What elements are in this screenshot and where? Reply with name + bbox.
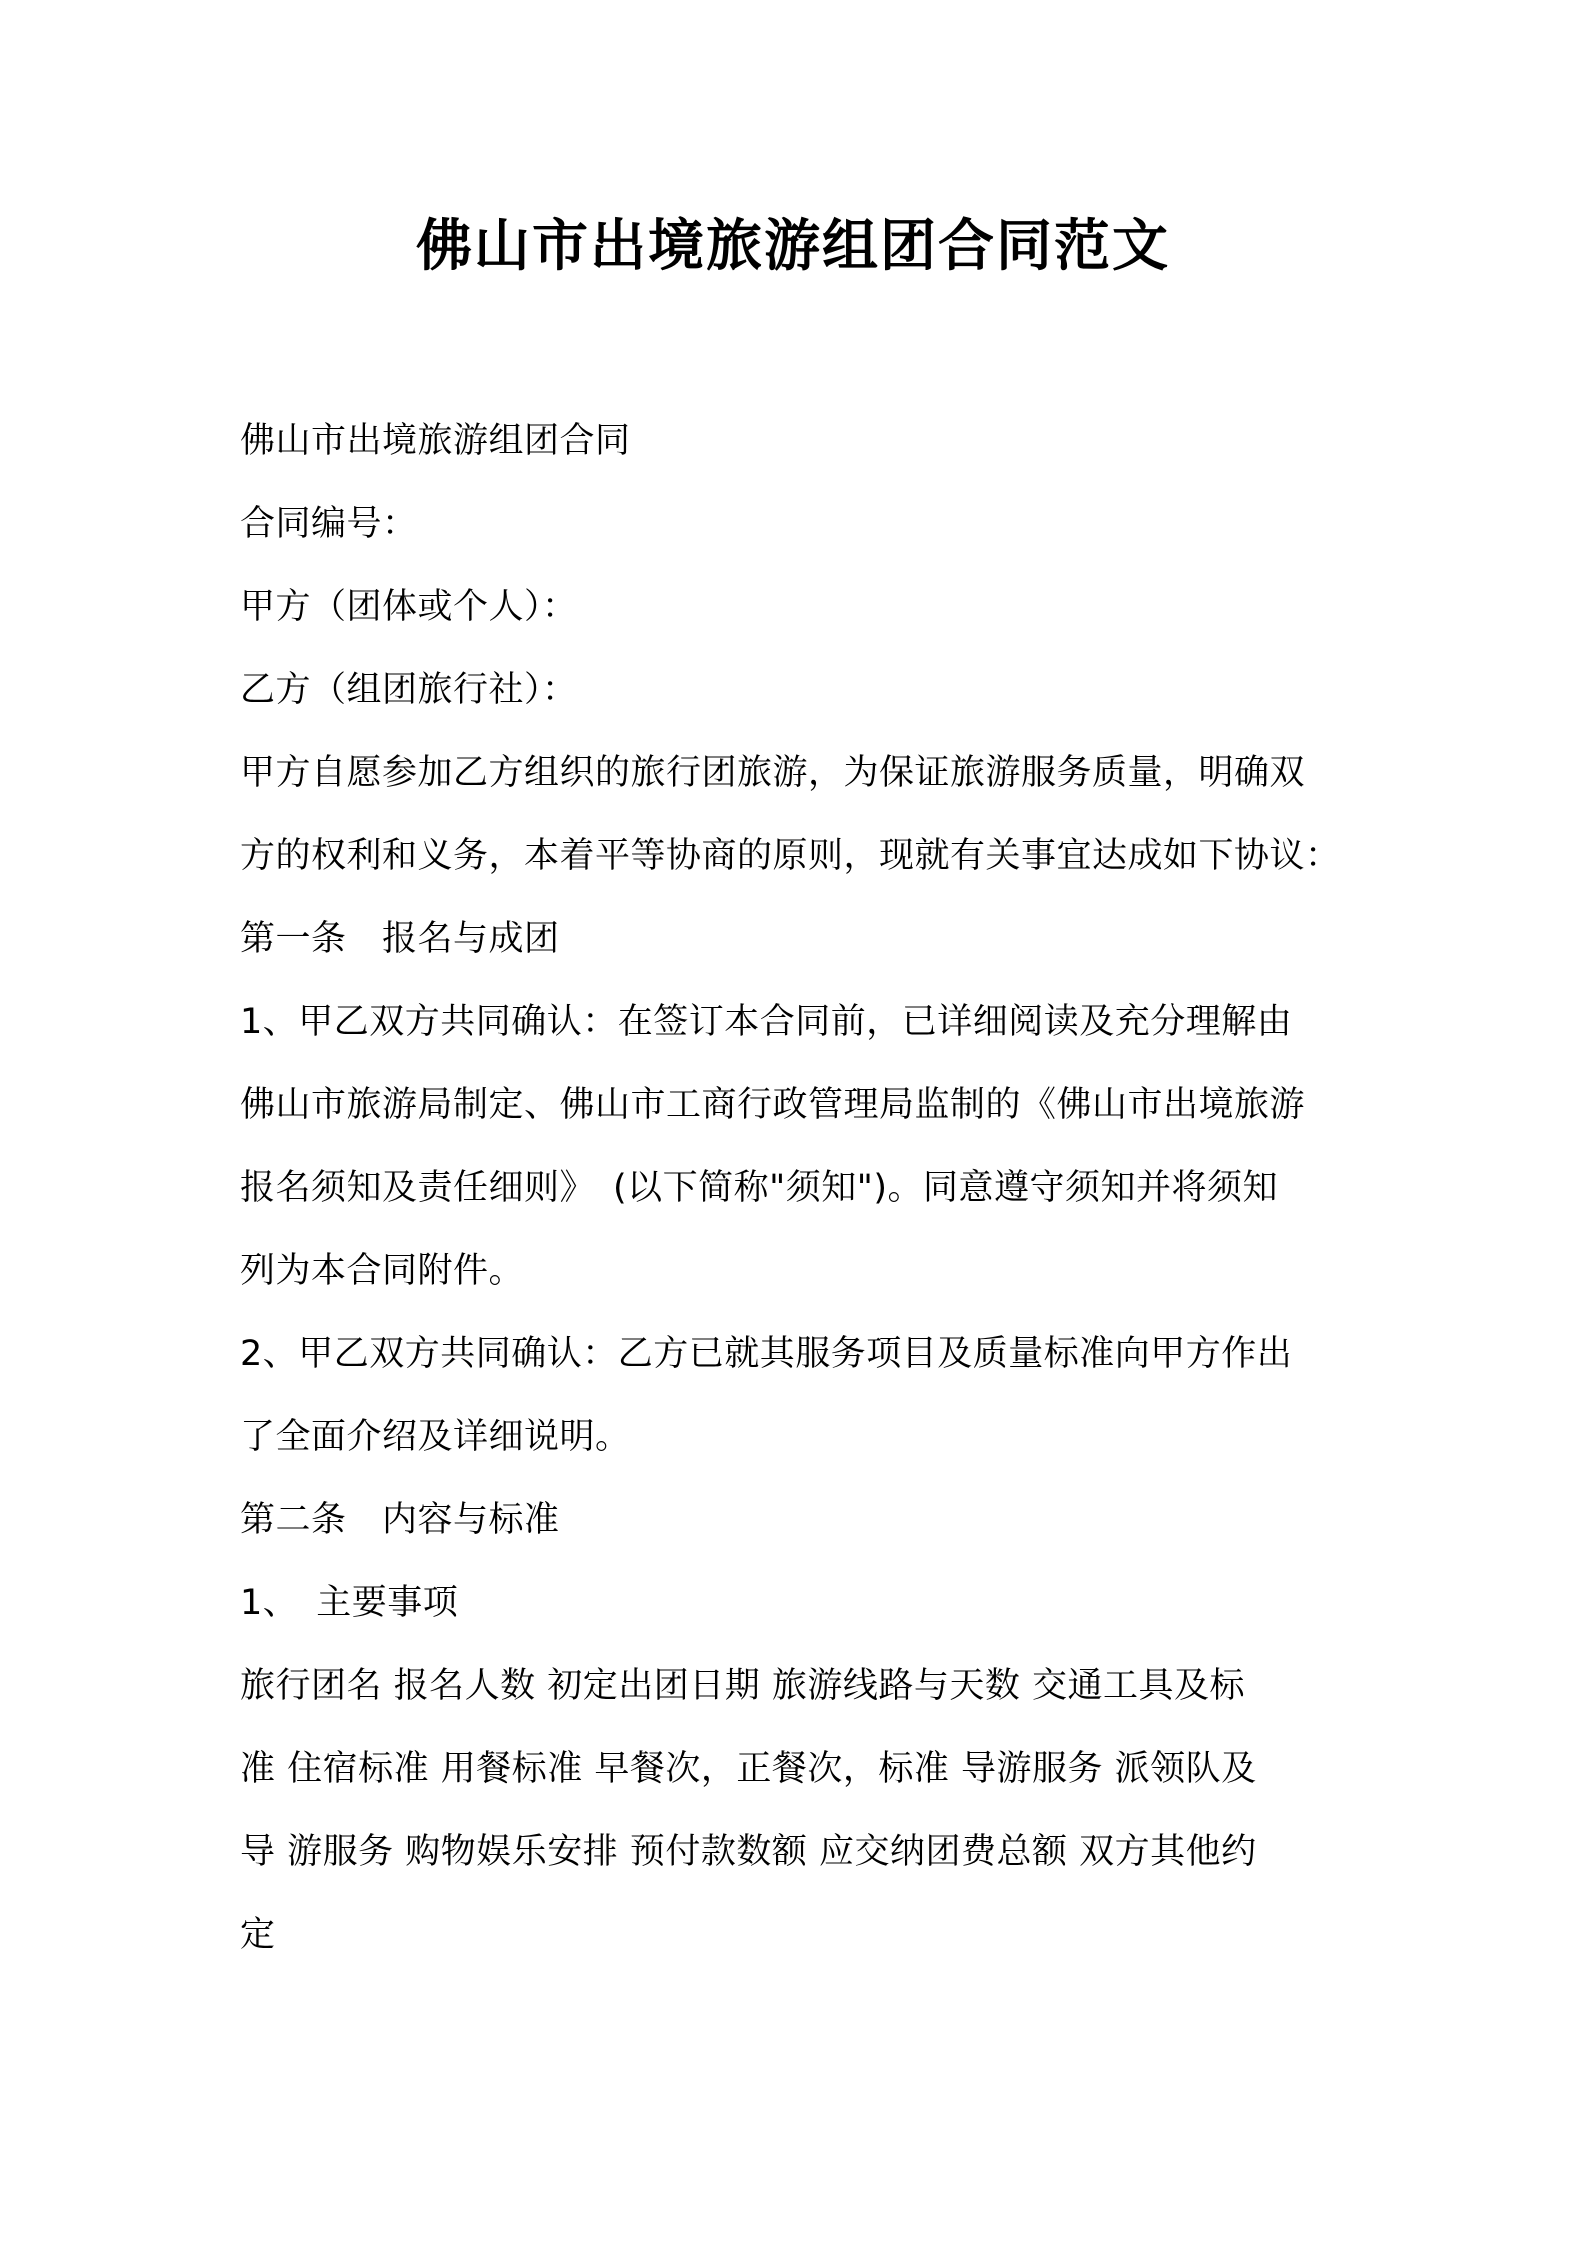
article-2-heading: 第二条 内容与标准 xyxy=(240,1500,560,1540)
main-items-line: 定 xyxy=(240,1915,276,1955)
party-a-field: 甲方（团体或个人）： xyxy=(240,587,578,627)
article-1-heading: 第一条 报名与成团 xyxy=(240,919,560,959)
article-1-clause-1-line: 列为本合同附件。 xyxy=(240,1251,525,1291)
article-1-clause-1-line: 1、甲乙双方共同确认：在签订本合同前，已详细阅读及充分理解由 xyxy=(240,1002,1293,1042)
preamble-line: 甲方自愿参加乙方组织的旅行团旅游，为保证旅游服务质量，明确双 xyxy=(240,753,1306,793)
document-title: 佛山市出境旅游组团合同范文 xyxy=(416,214,1170,279)
article-1-clause-2-line: 2、甲乙双方共同确认：乙方已就其服务项目及质量标准向甲方作出 xyxy=(240,1334,1293,1374)
main-items-line: 导 游服务 购物娱乐安排 预付款数额 应交纳团费总额 双方其他约 xyxy=(240,1832,1257,1872)
preamble-line: 方的权利和义务，本着平等协商的原则，现就有关事宜达成如下协议： xyxy=(240,836,1341,876)
article-1-clause-1-line: 报名须知及责任细则》 (以下简称"须知")。同意遵守须知并将须知 xyxy=(240,1168,1279,1208)
article-1-clause-1-line: 佛山市旅游局制定、佛山市工商行政管理局监制的《佛山市出境旅游 xyxy=(240,1085,1306,1125)
main-items-line: 旅行团名 报名人数 初定出团日期 旅游线路与天数 交通工具及标 xyxy=(240,1666,1246,1706)
article-1-clause-2-line: 了全面介绍及详细说明。 xyxy=(240,1417,631,1457)
party-b-field: 乙方（组团旅行社）： xyxy=(240,670,578,710)
contract-heading: 佛山市出境旅游组团合同 xyxy=(240,421,631,461)
article-2-item-1-heading: 1、 主要事项 xyxy=(240,1583,459,1623)
contract-number-field: 合同编号： xyxy=(240,504,418,544)
document-body xyxy=(240,400,1358,1977)
main-items-line: 准 住宿标准 用餐标准 早餐次，正餐次，标准 导游服务 派领队及 xyxy=(240,1749,1257,1789)
